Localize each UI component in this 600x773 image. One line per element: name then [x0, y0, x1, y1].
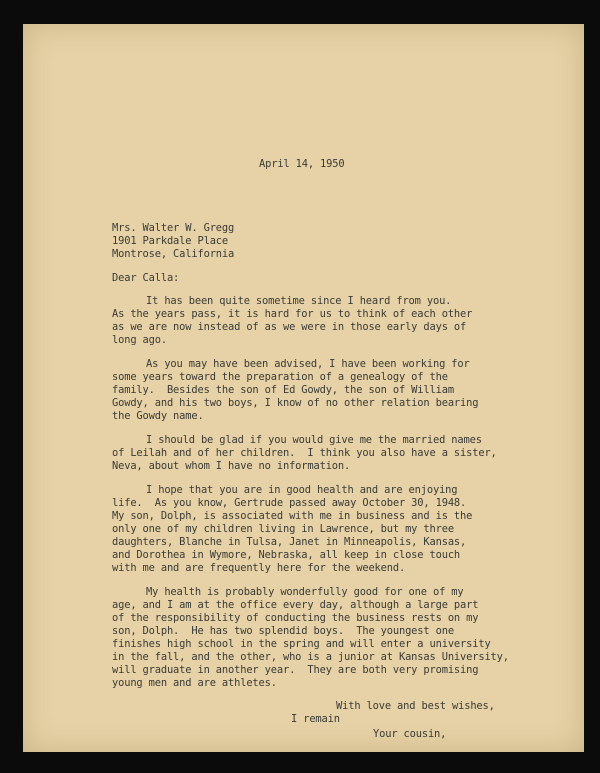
paragraph-1-line-2: As the years pass, it is hard for us to think of each other — [112, 308, 473, 320]
paragraph-5-line-7: will graduate in another year. They are both very promising — [112, 664, 479, 676]
paragraph-5-line-2: age, and I am at the office every day, although a large part — [112, 599, 479, 611]
paragraph-1-line-3: as we are now instead of as we were in those early days of — [112, 321, 467, 333]
paragraph-2-line-4: Gowdy, and his two boys, I know of no other relation bearing — [112, 397, 479, 409]
address-line-name: Mrs. Walter W. Gregg — [112, 222, 235, 234]
paragraph-2-line-1: As you may have been advised, I have been working for — [146, 358, 470, 370]
paragraph-3-line-1: I should be glad if you would give me the married names — [146, 434, 482, 446]
paragraph-3-line-3: Neva, about whom I have no information. — [112, 460, 351, 472]
paragraph-4-line-7: with me and are frequently here for the weekend. — [112, 562, 406, 574]
paragraph-4-line-4: only one of my children living in Lawrence, but my three — [112, 523, 454, 535]
paragraph-2-line-5: the Gowdy name. — [112, 410, 204, 422]
closing-line-3: Your cousin, — [373, 728, 447, 740]
closing-line-2: I remain — [291, 713, 340, 725]
paragraph-4-line-2: life. As you know, Gertrude passed away October 30, 1948. — [112, 497, 467, 509]
paragraph-4-line-1: I hope that you are in good health and are enjoying — [146, 484, 458, 496]
closing-line-1: With love and best wishes, — [336, 700, 495, 712]
paragraph-4-line-3: My son, Dolph, is associated with me in business and is the — [112, 510, 473, 522]
letter-date: April 14, 1950 — [259, 158, 345, 170]
paragraph-5-line-8: young men and are athletes. — [112, 677, 277, 689]
paragraph-3-line-2: of Leilah and of her children. I think you also have a sister, — [112, 447, 497, 459]
salutation: Dear Calla: — [112, 272, 180, 284]
paragraph-5-line-1: My health is probably wonderfully good for one of my — [146, 586, 464, 598]
letter-page — [23, 24, 584, 752]
address-line-street: 1901 Parkdale Place — [112, 235, 229, 247]
paragraph-4-line-5: daughters, Blanche in Tulsa, Janet in Minneapolis, Kansas, — [112, 536, 467, 548]
paragraph-5-line-5: finishes high school in the spring and will enter a university — [112, 638, 491, 650]
paragraph-5-line-4: son, Dolph. He has two splendid boys. The youngest one — [112, 625, 454, 637]
paragraph-5-line-3: of the responsibility of conducting the business rests on my — [112, 612, 479, 624]
paragraph-5-line-6: in the fall, and the other, who is a junior at Kansas University, — [112, 651, 509, 663]
paragraph-2-line-2: some years toward the preparation of a genealogy of the — [112, 371, 448, 383]
paragraph-2-line-3: family. Besides the son of Ed Gowdy, the son of William — [112, 384, 454, 396]
address-line-city: Montrose, California — [112, 248, 235, 260]
paragraph-1-line-4: long ago. — [112, 334, 167, 346]
paragraph-4-line-6: and Dorothea in Wymore, Nebraska, all keep in close touch — [112, 549, 461, 561]
paragraph-1-line-1: It has been quite sometime since I heard from you. — [146, 295, 452, 307]
